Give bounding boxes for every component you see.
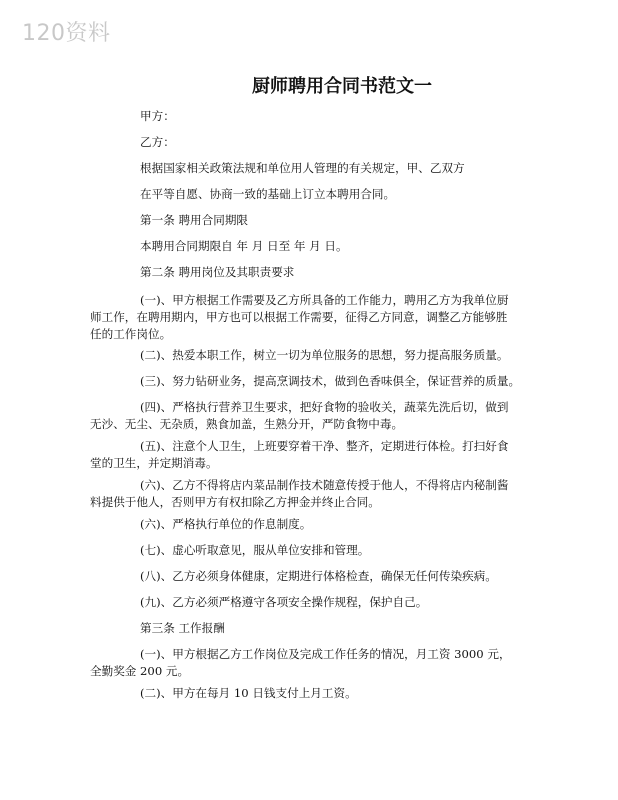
document-title: 厨师聘用合同书范文一 [252, 76, 432, 97]
clause-7: (七)、虚心听取意见，服从单位安排和管理。 [140, 543, 370, 557]
article-2-heading: 第二条 聘用岗位及其职责要求 [140, 265, 295, 279]
clause-8: (八)、乙方必须身体健康，定期进行体格检查，确保无任何传染疾病。 [140, 569, 497, 583]
pay-clause-1-line-2: 全勤奖金 200 元。 [90, 664, 190, 678]
clause-6a-line-1: (六)、乙方不得将店内菜品制作技术随意传授于他人，不得将店内秘制酱 [140, 478, 509, 492]
clause-2: (二)、热爱本职工作，树立一切为单位服务的思想，努力提高服务质量。 [140, 348, 509, 362]
party-a-line: 甲方： [140, 109, 175, 123]
clause-9: (九)、乙方必须严格遵守各项安全操作规程，保护自己。 [140, 595, 428, 609]
intro-line-2: 在平等自愿、协商一致的基础上订立本聘用合同。 [140, 187, 396, 201]
article-3-heading: 第三条 工作报酬 [140, 621, 225, 635]
article-1-heading: 第一条 聘用合同期限 [140, 213, 249, 227]
pay-clause-1-line-1: (一)、甲方根据乙方工作岗位及完成工作任务的情况，月工资 3000 元， [140, 647, 511, 661]
clause-5-line-1: (五)、注意个人卫生，上班要穿着干净、整齐，定期进行体检。打扫好食 [140, 439, 509, 453]
clause-4-line-1: (四)、严格执行营养卫生要求，把好食物的验收关，蔬菜先洗后切，做到 [140, 400, 509, 414]
clause-6a-line-2: 料提供于他人，否则甲方有权扣除乙方押金并终止合同。 [90, 495, 380, 509]
watermark: 120资料 [22, 21, 111, 46]
clause-5-line-2: 堂的卫生，并定期消毒。 [90, 456, 218, 470]
clause-1-line-3: 任的工作岗位。 [90, 327, 172, 341]
party-b-line: 乙方： [140, 135, 175, 149]
intro-line-1: 根据国家相关政策法规和单位用人管理的有关规定，甲、乙双方 [140, 161, 465, 175]
clause-1-line-1: (一)、甲方根据工作需要及乙方所具备的工作能力，聘用乙方为我单位厨 [140, 293, 509, 307]
clause-3: (三)、努力钻研业务，提高烹调技术，做到色香味俱全，保证营养的质量。 [140, 374, 521, 388]
clause-4-line-2: 无沙、无尘、无杂质，熟食加盖，生熟分开，严防食物中毒。 [90, 417, 404, 431]
clause-1-line-2: 师工作，在聘用期内，甲方也可以根据工作需要，征得乙方同意，调整乙方能够胜 [90, 310, 508, 324]
pay-clause-2: (二)、甲方在每月 10 日钱支付上月工资。 [140, 686, 357, 700]
clause-6b: (六)、严格执行单位的作息制度。 [140, 517, 312, 531]
contract-term-line: 本聘用合同期限自 年 月 日至 年 月 日。 [140, 239, 348, 253]
